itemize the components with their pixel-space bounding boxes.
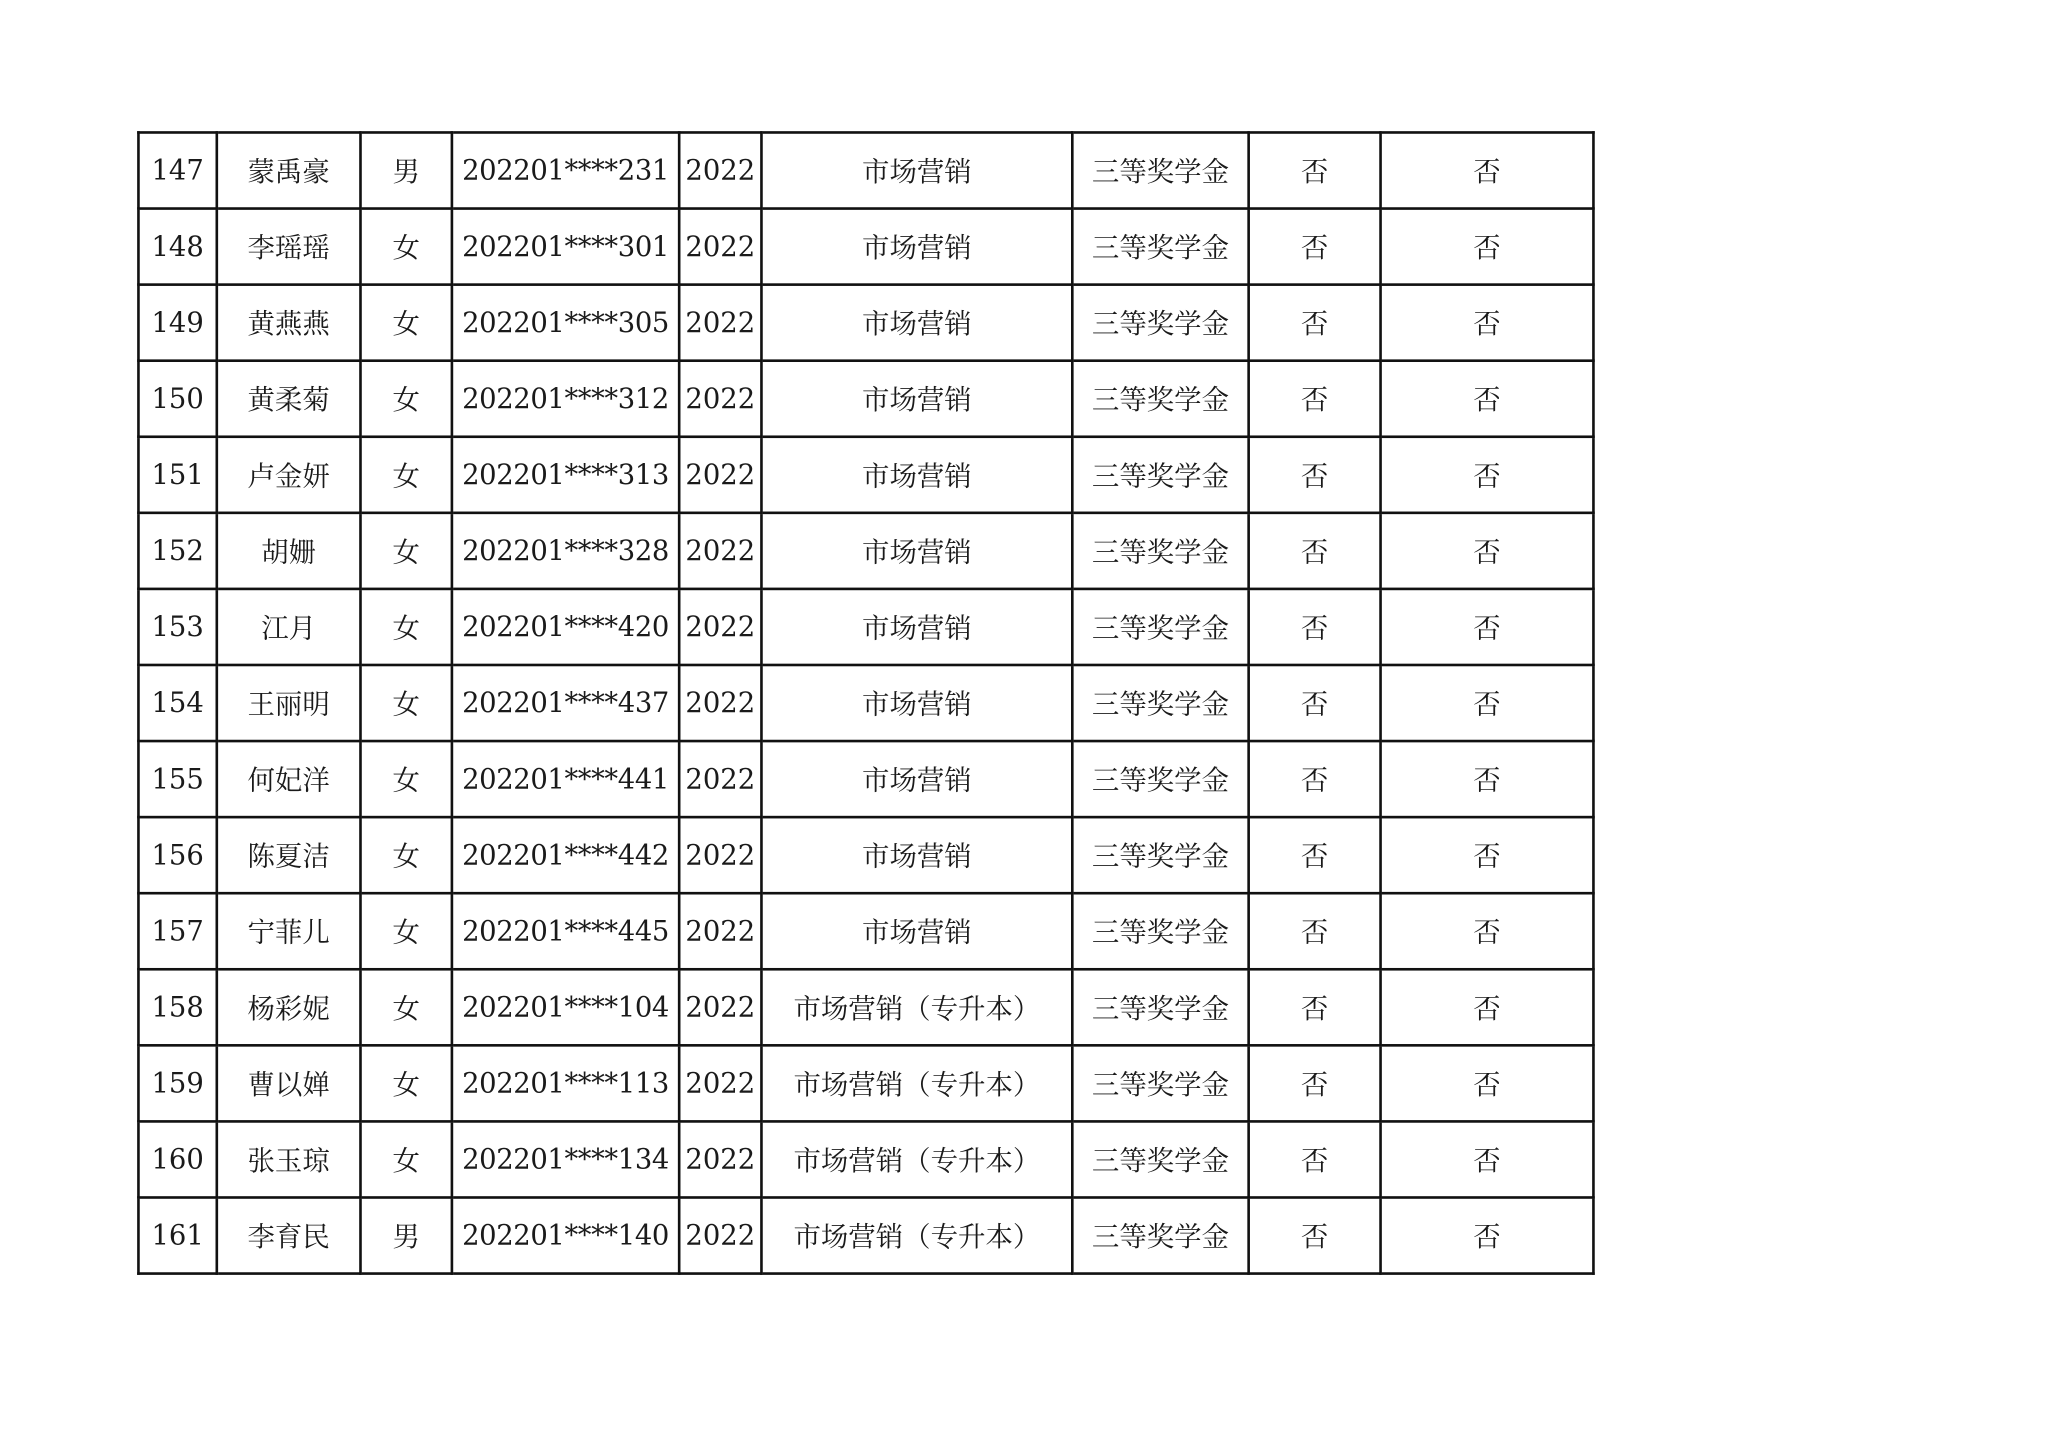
student-name-cell: 黄柔菊 <box>217 361 361 437</box>
table-row <box>138 209 1593 285</box>
gender-cell: 女 <box>360 209 451 285</box>
table-row <box>138 589 1593 665</box>
table-row <box>138 817 1593 893</box>
student-id-cell: 202201****113 <box>452 1045 679 1121</box>
enrollment-year-cell: 2022 <box>679 1045 761 1121</box>
table-row <box>138 285 1593 361</box>
flag-cell-1: 否 <box>1249 1121 1381 1197</box>
enrollment-year-cell: 2022 <box>679 817 761 893</box>
table-row <box>138 437 1593 513</box>
award-cell: 三等奖学金 <box>1072 361 1248 437</box>
gender-cell: 女 <box>360 1045 451 1121</box>
student-name-cell: 何妃洋 <box>217 741 361 817</box>
student-name-cell: 李瑶瑶 <box>217 209 361 285</box>
enrollment-year-cell: 2022 <box>679 1197 761 1273</box>
table-row <box>138 1045 1593 1121</box>
student-id-cell: 202201****134 <box>452 1121 679 1197</box>
flag-cell-1: 否 <box>1249 893 1381 969</box>
table-row <box>138 132 1593 208</box>
major-cell: 市场营销（专升本） <box>761 1197 1072 1273</box>
enrollment-year-cell: 2022 <box>679 665 761 741</box>
enrollment-year-cell: 2022 <box>679 893 761 969</box>
row-number-cell: 153 <box>138 589 216 665</box>
award-cell: 三等奖学金 <box>1072 665 1248 741</box>
flag-cell-1: 否 <box>1249 741 1381 817</box>
enrollment-year-cell: 2022 <box>679 361 761 437</box>
enrollment-year-cell: 2022 <box>679 969 761 1045</box>
award-cell: 三等奖学金 <box>1072 893 1248 969</box>
row-number-cell: 160 <box>138 1121 216 1197</box>
award-cell: 三等奖学金 <box>1072 969 1248 1045</box>
gender-cell: 女 <box>360 893 451 969</box>
gender-cell: 女 <box>360 1121 451 1197</box>
flag-cell-2: 否 <box>1381 741 1594 817</box>
flag-cell-2: 否 <box>1381 1197 1594 1273</box>
gender-cell: 女 <box>360 361 451 437</box>
table-row <box>138 1121 1593 1197</box>
row-number-cell: 155 <box>138 741 216 817</box>
gender-cell: 女 <box>360 589 451 665</box>
award-cell: 三等奖学金 <box>1072 741 1248 817</box>
flag-cell-1: 否 <box>1249 589 1381 665</box>
major-cell: 市场营销（专升本） <box>761 1045 1072 1121</box>
flag-cell-2: 否 <box>1381 817 1594 893</box>
student-id-cell: 202201****305 <box>452 285 679 361</box>
award-cell: 三等奖学金 <box>1072 1197 1248 1273</box>
table-row <box>138 1197 1593 1273</box>
student-id-cell: 202201****231 <box>452 132 679 208</box>
student-id-cell: 202201****441 <box>452 741 679 817</box>
student-id-cell: 202201****437 <box>452 665 679 741</box>
flag-cell-2: 否 <box>1381 1121 1594 1197</box>
student-id-cell: 202201****420 <box>452 589 679 665</box>
gender-cell: 女 <box>360 285 451 361</box>
row-number-cell: 150 <box>138 361 216 437</box>
student-name-cell: 胡姗 <box>217 513 361 589</box>
flag-cell-1: 否 <box>1249 665 1381 741</box>
student-id-cell: 202201****445 <box>452 893 679 969</box>
enrollment-year-cell: 2022 <box>679 132 761 208</box>
gender-cell: 男 <box>360 132 451 208</box>
row-number-cell: 151 <box>138 437 216 513</box>
student-id-cell: 202201****328 <box>452 513 679 589</box>
enrollment-year-cell: 2022 <box>679 1121 761 1197</box>
row-number-cell: 154 <box>138 665 216 741</box>
enrollment-year-cell: 2022 <box>679 285 761 361</box>
student-name-cell: 李育民 <box>217 1197 361 1273</box>
major-cell: 市场营销 <box>761 741 1072 817</box>
flag-cell-2: 否 <box>1381 209 1594 285</box>
award-cell: 三等奖学金 <box>1072 437 1248 513</box>
flag-cell-1: 否 <box>1249 817 1381 893</box>
student-name-cell: 宁菲儿 <box>217 893 361 969</box>
student-name-cell: 卢金妍 <box>217 437 361 513</box>
flag-cell-1: 否 <box>1249 1197 1381 1273</box>
student-name-cell: 曹以婵 <box>217 1045 361 1121</box>
enrollment-year-cell: 2022 <box>679 741 761 817</box>
award-cell: 三等奖学金 <box>1072 1121 1248 1197</box>
enrollment-year-cell: 2022 <box>679 513 761 589</box>
gender-cell: 女 <box>360 513 451 589</box>
major-cell: 市场营销 <box>761 665 1072 741</box>
major-cell: 市场营销 <box>761 893 1072 969</box>
award-cell: 三等奖学金 <box>1072 132 1248 208</box>
flag-cell-2: 否 <box>1381 132 1594 208</box>
student-id-cell: 202201****313 <box>452 437 679 513</box>
row-number-cell: 161 <box>138 1197 216 1273</box>
student-name-cell: 陈夏洁 <box>217 817 361 893</box>
row-number-cell: 156 <box>138 817 216 893</box>
student-name-cell: 王丽明 <box>217 665 361 741</box>
major-cell: 市场营销 <box>761 817 1072 893</box>
flag-cell-1: 否 <box>1249 361 1381 437</box>
flag-cell-2: 否 <box>1381 1045 1594 1121</box>
major-cell: 市场营销 <box>761 589 1072 665</box>
flag-cell-2: 否 <box>1381 361 1594 437</box>
award-cell: 三等奖学金 <box>1072 209 1248 285</box>
row-number-cell: 149 <box>138 285 216 361</box>
row-number-cell: 158 <box>138 969 216 1045</box>
flag-cell-2: 否 <box>1381 665 1594 741</box>
major-cell: 市场营销 <box>761 285 1072 361</box>
flag-cell-2: 否 <box>1381 285 1594 361</box>
table-row <box>138 513 1593 589</box>
student-id-cell: 202201****442 <box>452 817 679 893</box>
gender-cell: 女 <box>360 969 451 1045</box>
major-cell: 市场营销 <box>761 361 1072 437</box>
flag-cell-2: 否 <box>1381 437 1594 513</box>
gender-cell: 女 <box>360 741 451 817</box>
flag-cell-1: 否 <box>1249 285 1381 361</box>
row-number-cell: 147 <box>138 132 216 208</box>
enrollment-year-cell: 2022 <box>679 589 761 665</box>
row-number-cell: 148 <box>138 209 216 285</box>
table-row <box>138 741 1593 817</box>
student-id-cell: 202201****140 <box>452 1197 679 1273</box>
major-cell: 市场营销（专升本） <box>761 1121 1072 1197</box>
flag-cell-2: 否 <box>1381 969 1594 1045</box>
flag-cell-1: 否 <box>1249 132 1381 208</box>
award-cell: 三等奖学金 <box>1072 817 1248 893</box>
flag-cell-2: 否 <box>1381 893 1594 969</box>
flag-cell-2: 否 <box>1381 589 1594 665</box>
gender-cell: 女 <box>360 665 451 741</box>
gender-cell: 男 <box>360 1197 451 1273</box>
gender-cell: 女 <box>360 817 451 893</box>
student-name-cell: 蒙禹豪 <box>217 132 361 208</box>
enrollment-year-cell: 2022 <box>679 209 761 285</box>
flag-cell-1: 否 <box>1249 1045 1381 1121</box>
student-name-cell: 张玉琼 <box>217 1121 361 1197</box>
major-cell: 市场营销 <box>761 513 1072 589</box>
flag-cell-1: 否 <box>1249 209 1381 285</box>
student-id-cell: 202201****104 <box>452 969 679 1045</box>
enrollment-year-cell: 2022 <box>679 437 761 513</box>
major-cell: 市场营销 <box>761 209 1072 285</box>
major-cell: 市场营销（专升本） <box>761 969 1072 1045</box>
table-body <box>138 132 1593 1273</box>
flag-cell-2: 否 <box>1381 513 1594 589</box>
table-row <box>138 665 1593 741</box>
table-row <box>138 893 1593 969</box>
student-name-cell: 江月 <box>217 589 361 665</box>
flag-cell-1: 否 <box>1249 969 1381 1045</box>
student-name-cell: 杨彩妮 <box>217 969 361 1045</box>
award-cell: 三等奖学金 <box>1072 589 1248 665</box>
award-cell: 三等奖学金 <box>1072 1045 1248 1121</box>
flag-cell-1: 否 <box>1249 513 1381 589</box>
flag-cell-1: 否 <box>1249 437 1381 513</box>
major-cell: 市场营销 <box>761 437 1072 513</box>
scholarship-table <box>137 131 1595 1275</box>
row-number-cell: 159 <box>138 1045 216 1121</box>
award-cell: 三等奖学金 <box>1072 513 1248 589</box>
table-row <box>138 361 1593 437</box>
student-id-cell: 202201****301 <box>452 209 679 285</box>
row-number-cell: 152 <box>138 513 216 589</box>
table-row <box>138 969 1593 1045</box>
major-cell: 市场营销 <box>761 132 1072 208</box>
student-id-cell: 202201****312 <box>452 361 679 437</box>
gender-cell: 女 <box>360 437 451 513</box>
award-cell: 三等奖学金 <box>1072 285 1248 361</box>
row-number-cell: 157 <box>138 893 216 969</box>
student-name-cell: 黄燕燕 <box>217 285 361 361</box>
